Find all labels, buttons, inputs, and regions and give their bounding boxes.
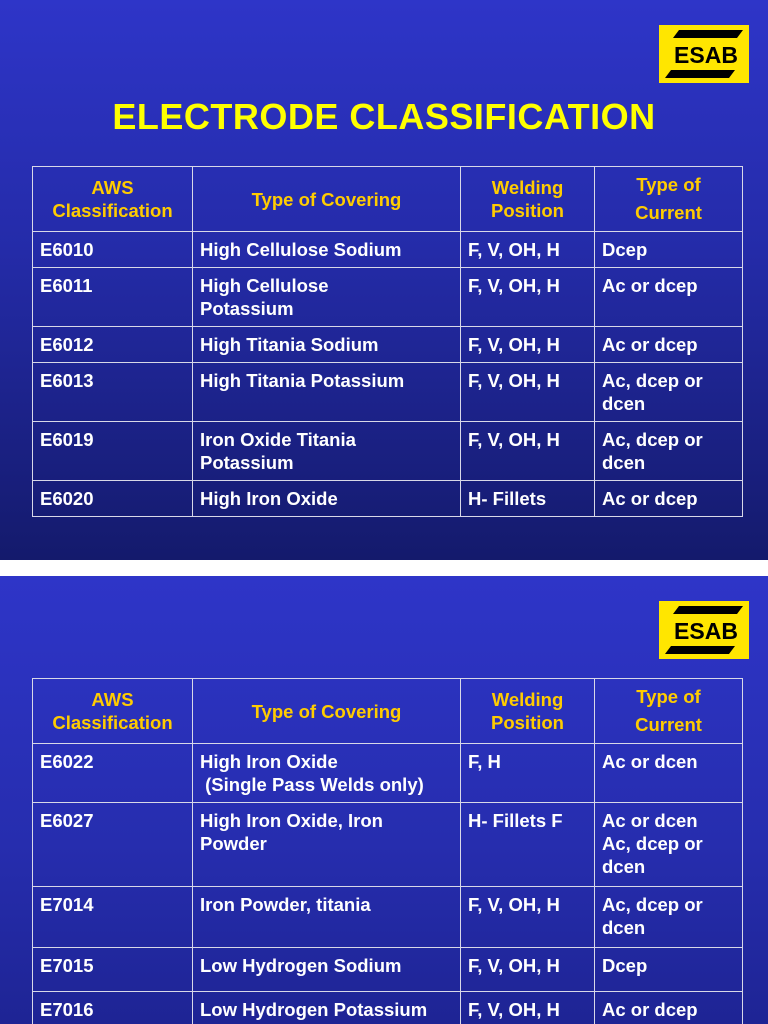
- esab-logo: [659, 25, 749, 83]
- cell-text: Ac or dcep: [602, 999, 698, 1020]
- cell-text: F, V, OH, H: [468, 894, 560, 915]
- cell-type-of-covering: [193, 232, 461, 268]
- cell-text: dcen: [602, 917, 646, 938]
- cell-text: High Titania Potassium: [200, 370, 405, 391]
- table-row: [33, 803, 743, 887]
- cell-type-of-current: [595, 887, 743, 948]
- cell-type-of-current: [595, 803, 743, 887]
- cell-type-of-current: [595, 327, 743, 363]
- header-text: Classification: [52, 200, 173, 221]
- header-text: Current: [635, 202, 702, 223]
- cell-text: High Titania Sodium: [200, 334, 379, 355]
- cell-type-of-current: [595, 232, 743, 268]
- header-text: Type of Covering: [251, 188, 402, 210]
- cell-text: Dcep: [602, 955, 648, 976]
- header-text: Current: [635, 714, 702, 735]
- cell-text: High Cellulose Sodium: [200, 239, 402, 260]
- table-row: [33, 363, 743, 422]
- cell-type-of-covering: [193, 992, 461, 1024]
- cell-type-of-covering: [193, 363, 461, 422]
- table-row: [33, 268, 743, 327]
- cell-text: F, V, OH, H: [468, 429, 560, 450]
- cell-aws-classification: [33, 948, 193, 992]
- cell-text: Potassium: [200, 452, 294, 473]
- table-header-row: [33, 167, 743, 232]
- header-text: Position: [491, 712, 564, 733]
- cell-type-of-covering: [193, 744, 461, 803]
- cell-text: Iron Powder, titania: [200, 894, 371, 915]
- table-row: [33, 744, 743, 803]
- header-type-of-current: [595, 679, 743, 744]
- cell-aws-classification: [33, 422, 193, 481]
- cell-welding-position: [461, 481, 595, 517]
- header-type-of-covering: [193, 679, 461, 744]
- cell-text: Ac or dcen: [602, 751, 698, 772]
- cell-text: Ac, dcep or: [602, 370, 703, 391]
- table-row: [33, 232, 743, 268]
- table-header-row: [33, 679, 743, 744]
- cell-aws-classification: [33, 327, 193, 363]
- cell-welding-position: [461, 803, 595, 887]
- cell-text: E6019: [40, 429, 94, 450]
- table-row: [33, 887, 743, 948]
- esab-logo: [659, 601, 749, 659]
- cell-text: High Iron Oxide: [200, 751, 338, 772]
- cell-text: Ac or dcen: [602, 810, 698, 831]
- slide-2: [0, 576, 768, 1024]
- header-aws-classification: [33, 679, 193, 744]
- cell-text: E6012: [40, 334, 94, 355]
- header-text: Type of Covering: [251, 700, 402, 722]
- cell-welding-position: [461, 887, 595, 948]
- cell-aws-classification: [33, 887, 193, 948]
- cell-text: Ac, dcep or: [602, 833, 703, 854]
- cell-text: H- Fillets F: [468, 810, 563, 831]
- cell-welding-position: [461, 327, 595, 363]
- cell-type-of-current: [595, 744, 743, 803]
- cell-text: dcen: [602, 856, 646, 877]
- header-text: Type of: [636, 686, 701, 707]
- cell-text: High Iron Oxide: [200, 488, 338, 509]
- cell-type-of-covering: [193, 948, 461, 992]
- cell-type-of-covering: [193, 422, 461, 481]
- cell-type-of-current: [595, 481, 743, 517]
- cell-text: E7014: [40, 894, 94, 915]
- cell-text: F, V, OH, H: [468, 955, 560, 976]
- header-text: AWS: [91, 177, 134, 198]
- header-text: AWS: [91, 689, 134, 710]
- esab-logo-icon: [659, 25, 749, 83]
- page-title: ELECTRODE CLASSIFICATION: [112, 96, 656, 137]
- cell-text: High Iron Oxide, Iron: [200, 810, 383, 831]
- header-aws-classification: [33, 167, 193, 232]
- cell-text: Iron Oxide Titania: [200, 429, 356, 450]
- cell-text: Ac or dcep: [602, 488, 698, 509]
- cell-text: H- Fillets: [468, 488, 547, 509]
- cell-text: F, V, OH, H: [468, 999, 560, 1020]
- cell-text: E6013: [40, 370, 94, 391]
- header-type-of-current: [595, 167, 743, 232]
- cell-type-of-covering: [193, 481, 461, 517]
- cell-welding-position: [461, 744, 595, 803]
- logo-text: ESAB: [674, 618, 738, 644]
- cell-type-of-covering: [193, 327, 461, 363]
- header-welding-position: [461, 679, 595, 744]
- cell-text: Ac or dcep: [602, 275, 698, 296]
- cell-aws-classification: [33, 803, 193, 887]
- cell-text: F, V, OH, H: [468, 239, 560, 260]
- header-text: Type of: [636, 174, 701, 195]
- cell-aws-classification: [33, 992, 193, 1024]
- cell-text: Low Hydrogen Sodium: [200, 955, 402, 976]
- cell-type-of-covering: [193, 268, 461, 327]
- cell-welding-position: [461, 948, 595, 992]
- table-row: [33, 327, 743, 363]
- header-welding-position: [461, 167, 595, 232]
- cell-text: E6011: [40, 275, 93, 296]
- cell-welding-position: [461, 268, 595, 327]
- esab-logo-icon: [659, 601, 749, 659]
- cell-welding-position: [461, 363, 595, 422]
- cell-text: E6020: [40, 488, 94, 509]
- cell-aws-classification: [33, 744, 193, 803]
- cell-type-of-current: [595, 992, 743, 1024]
- cell-text: F, V, OH, H: [468, 370, 560, 391]
- table-row: [33, 481, 743, 517]
- cell-text: E6022: [40, 751, 94, 772]
- cell-text: Low Hydrogen Potassium: [200, 999, 428, 1020]
- cell-aws-classification: [33, 363, 193, 422]
- logo-text: ESAB: [674, 42, 738, 68]
- cell-text: E6010: [40, 239, 94, 260]
- cell-type-of-current: [595, 363, 743, 422]
- header-text: Position: [491, 200, 564, 221]
- cell-text: F, V, OH, H: [468, 275, 560, 296]
- cell-text: dcen: [602, 452, 646, 473]
- cell-text: E7016: [40, 999, 94, 1020]
- cell-text: Ac or dcep: [602, 334, 698, 355]
- cell-welding-position: [461, 992, 595, 1024]
- cell-welding-position: [461, 422, 595, 481]
- cell-text: Ac, dcep or: [602, 894, 703, 915]
- cell-text: E7015: [40, 955, 94, 976]
- table-row: [33, 948, 743, 992]
- electrode-table-2: [32, 678, 743, 1024]
- cell-type-of-current: [595, 422, 743, 481]
- cell-type-of-covering: [193, 803, 461, 887]
- cell-aws-classification: [33, 268, 193, 327]
- header-text: Classification: [52, 712, 173, 733]
- cell-text: E6027: [40, 810, 94, 831]
- cell-text: F, H: [468, 751, 501, 772]
- cell-text: Ac, dcep or: [602, 429, 703, 450]
- cell-aws-classification: [33, 232, 193, 268]
- cell-text: dcen: [602, 393, 646, 414]
- cell-text: Powder: [200, 833, 267, 854]
- cell-aws-classification: [33, 481, 193, 517]
- table-row: [33, 992, 743, 1024]
- header-type-of-covering: [193, 167, 461, 232]
- cell-type-of-covering: [193, 887, 461, 948]
- cell-type-of-current: [595, 268, 743, 327]
- cell-text: Potassium: [200, 298, 294, 319]
- header-text: Welding: [491, 689, 564, 710]
- cell-welding-position: [461, 232, 595, 268]
- table-row: [33, 422, 743, 481]
- cell-text: F, V, OH, H: [468, 334, 560, 355]
- cell-text: (Single Pass Welds only): [200, 774, 424, 795]
- electrode-table-1: [32, 166, 743, 517]
- cell-text: Dcep: [602, 239, 648, 260]
- cell-text: High Cellulose: [200, 275, 329, 296]
- cell-type-of-current: [595, 948, 743, 992]
- header-text: Welding: [491, 177, 564, 198]
